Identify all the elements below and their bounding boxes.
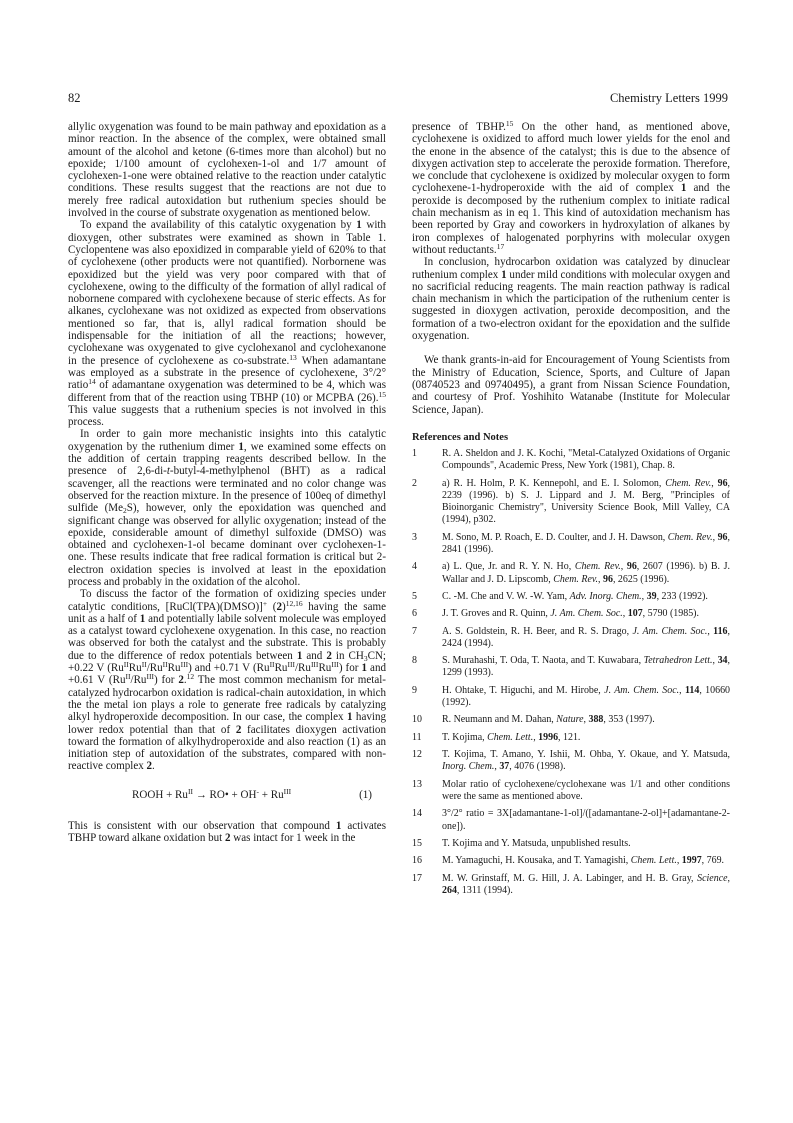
right-column (412, 121, 730, 902)
acknowledgement: We thank grants-in-aid for Encouragement of Young Scientists from the Ministry of Education, Science, Sports, and Culture of Japan (08740523 and 09740495), a grant from Nissan Science Foundation, and courtesy of Prof. Yoshihito Watanabe (Institute for Molecular Science, Japan). (412, 354, 730, 416)
page-header (68, 91, 728, 107)
journal-name: Chemistry Letters 1999 (609, 91, 728, 105)
body-paragraph: allylic oxygenation was found to be main pathway and epoxidation as a minor reaction. In the absence of the complex, were obtained small amount of the alcohol and ketone (6-times more than alcohol) but no epoxide; 1/100 amount of cyclohexen-1-ol and 1/7 amount of cyclohexen-1-one were obtained relative to the reaction under catalytic conditions. These results suggest that the reactions are not due to merely free radical autoxidation but ruthenium species should be involved in the course of substrate oxygenation as mentioned below. (68, 121, 386, 220)
references-heading: References and Notes (412, 431, 509, 443)
body-paragraph: In order to gain more mechanistic insights into this catalytic oxygenation by the ruthenium dimer 1, we examined some effects on the addition of certain trapping reagents described bellow. In the presence of 2,6-di-t-butyl-4-methylphenol (BHT) as a radical scavenger, all the reactions were terminated and no color change was observed for the reaction mixture. In the presence of 100eq of dimethyl sulfide $(Me_2S)$, however, only the epoxidation was quenched and significant change was observed for allylic oxygenation; instead of the epoxide, considerable amount of dimethyl sulfoxide (DMSO) was obtained and cyclohexen-1-ol became dominant over cyclohexen-1-one. These results indicate that free radical formation is critical but 2-electron oxidation species is involved at least in the epoxidation process and probably in the oxidation of the alcohol. (68, 428, 387, 588)
body-paragraph: In conclusion, hydrocarbon oxidation was catalyzed by dinuclear ruthenium complex 1 under mild conditions with molecular oxygen and no sacrificial reducing reagents. The main reaction pathway is radical chain mechanism in which the participation of the ruthenium center is suggested in dioxygen activation, peroxide decomposition, and the formation of a two-electron oxidant for the epoxidation and the sulfide oxygenation. (412, 256, 731, 343)
reference-item: 13 Molar ratio of cyclohexene/cyclohexane was 1/1 and other conditions were the same as mentioned above. (412, 778, 730, 803)
reference-item: 17 M. W. Grinstaff, M. G. Hill, J. A. Labinger, and H. B. Gray, Science, 264, 1311 (1994). (412, 872, 730, 897)
equation-body: ROOH + $Ru^{II}$ → RO• + $OH^- + Ru^{III}$ (132, 786, 292, 801)
equation-1 (68, 786, 386, 803)
reference-item: 14 3°/2° ratio = 3X[adamantane-1-ol]/([adamantane-2-ol]+[adamantane-2-one]). (412, 808, 730, 832)
reference-item: 2 a) R. H. Holm, P. K. Kennepohl, and E. I. Solomon, Chem. Rev., 96, 2239 (1996). b) S. J. Lippard and J. M. Berg, "Principles of Bioinorganic Chemistry", University Science Book, Mill Valley, CA (1994), p302. (412, 477, 731, 526)
body-paragraph: This is consistent with our observation that compound 1 activates TBHP toward alkane oxidation but 2 was intact for 1 week in the (68, 819, 387, 845)
reference-item: 3 M. Sono, M. P. Roach, E. D. Coulter, and J. H. Dawson, Chem. Rev., 96, 2841 (1996). (412, 531, 730, 555)
reference-item: 10 R. Neumann and M. Dahan, Nature, 388, 353 (1997). (412, 714, 655, 726)
reference-item: 8 S. Murahashi, T. Oda, T. Naota, and T. Kuwabara, Tetrahedron Lett., 34, 1299 (1993). (412, 655, 730, 679)
page-number: 82 (68, 91, 81, 105)
left-column (68, 121, 386, 844)
reference-item: 7 A. S. Goldstein, R. H. Beer, and R. S. Drago, J. Am. Chem. Soc., 116, 2424 (1994). (412, 625, 731, 649)
reference-item: 9 H. Ohtake, T. Higuchi, and M. Hirobe, J. Am. Chem. Soc., 114, 10660 (1992). (412, 684, 731, 709)
reference-item: 6 J. T. Groves and R. Quinn, J. Am. Chem. Soc., 107, 5790 (1985). (412, 608, 699, 620)
body-paragraph: presence of TBHP.$^{15}$ On the other hand, as mentioned above, cyclohexene is oxidized to afford much lower yields for the enol and the enone in the absence of the catalyst; this is due to the absence of dixygen activation step to accelerate the peroxide formation. Therefore, we conclude that cyclohexene is oxidized by molecular oxygen to form cyclohexene-1-hydroperoxide with the aid of complex 1 and the peroxide is decomposed by the ruthenium complex to initiate radical chain mechanism as in eq 1. This kind of autoxidation mechanism has been reported by Gray and coworkers in hydroxylation of alkanes by iron complexes of halogenated porphyrins with molecular oxygen without reductants.$^{17}$ (412, 119, 730, 256)
reference-item: 16 M. Yamaguchi, H. Kousaka, and T. Yamagishi, Chem. Lett., 1997, 769. (412, 855, 725, 867)
paragraph-gap (412, 342, 730, 354)
reference-item: 5 C. -M. Che and V. W. -W. Yam, Adv. Inorg. Chem., 39, 233 (1992). (412, 590, 708, 602)
body-paragraph: To discuss the factor of the formation of oxidizing species under catalytic conditions, [RuCl(TPA)(DMSO)]+ $(2)^{12,16}$ having the same unit as a half of 1 and potentially labile solvent molecule was employed as a catalyst toward cyclohexene oxygenation. In this case, no reaction was observed for both the catalyst and the substrate. This is probably due to the difference of redox potentials between 1 and 2 in $CH_3CN$; +0.22 V $(Ru^{II}Ru^{II}/Ru^{II}Ru^{III})$ and +0.71 V $(Ru^{II}Ru^{III}/Ru^{III}Ru^{III})$ for 1 and +0.61 V $(Ru^{II}/Ru^{III})$ for 2.12 The most common mechanism for metal-catalyzed hydrocarbon oxidation is radical-chain autoxidation, in which the the metal ion plays a role to generate free radicals by catalyzing alkyl hydroperoxide decomposition. In our case, the complex 1 having lower redox potential than that of 2 facilitates dioxygen activation toward the formation of alkylhydroperoxide and also reaction (1) as an initiation step of autoxidation of the substrates, compared with non-reactive complex 2. (68, 588, 387, 773)
reference-item: 12 T. Kojima, T. Amano, Y. Ishii, M. Ohba, Y. Okaue, and Y. Matsuda, Inorg. Chem., 37, 4076 (1998). (412, 749, 730, 773)
body-paragraph: To expand the availability of this catalytic oxygenation by 1 with dioxygen, other substrates were examined as shown in Table 1. Cyclopentene was also epoxidized in comparable yield of 620% to that of cyclohexene (other products were not quantified). Norbornene was epoxidized but the yield was very poor compared with that of cyclohexene, owing to the difficulty of the formation of allyl radical of nobornene compared with cyclohexene because of steric effects. As for alkanes, cyclohexane was not oxidized as expected from observations mentioned so far, that is, allyl radical formation should be indispensable for the initiation of all the reactions; however, cyclohexane was oxygenated to give cyclohexanol and cyclohexanone in the presence of cyclohexene as co-substrate.$^{13}$ When adamantane was employed as a substrate in the presence of cyclohexene, 3°/2° ratio$^{14}$ of adamantane oxygenation was determined to be 4, which was different from that of the reaction using TBHP (10) or MCPBA (26).$^{15}$ This value suggests that a ruthenium species is not involved in this process. (68, 219, 386, 429)
reference-item: 15 T. Kojima and Y. Matsuda, unpublished results. (412, 838, 631, 850)
reference-item: 11 T. Kojima, Chem. Lett., 1996, 121. (412, 731, 581, 743)
reference-item: 4 a) L. Que, Jr. and R. Y. N. Ho, Chem. Rev., 96, 2607 (1996). b) B. J. Wallar and J. D. Lipscomb, Chem. Rev., 96, 2625 (1996). (412, 561, 730, 585)
reference-item: 1 R. A. Sheldon and J. K. Kochi, "Metal-Catalyzed Oxidations of Organic Compounds", Academic Press, New York (1981), Chap. 8. (412, 448, 730, 472)
equation-number: (1) (359, 788, 372, 801)
